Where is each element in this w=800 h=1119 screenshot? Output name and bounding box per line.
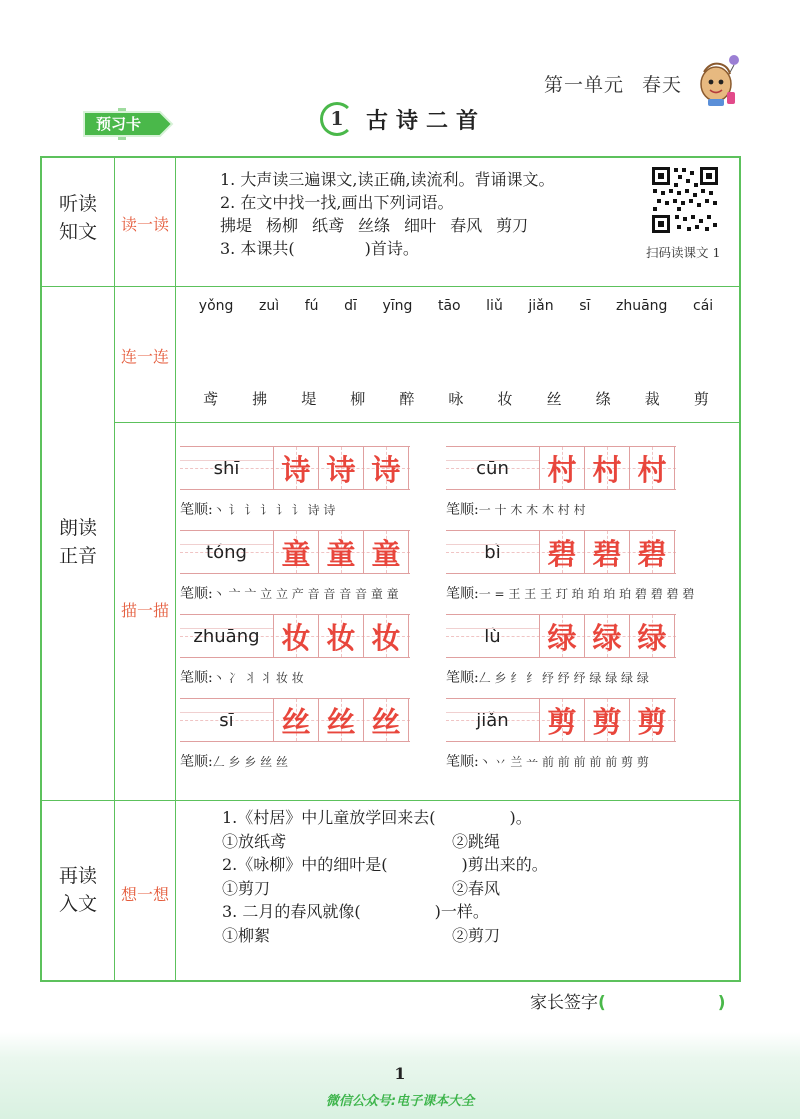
question-text-end: )一样。: [434, 902, 489, 921]
lesson-title: [320, 102, 486, 136]
word-item: 春风: [450, 216, 483, 235]
word-item: 纸鸢: [312, 216, 345, 235]
hanzi-item[interactable]: 醉: [399, 390, 415, 408]
trace-box: [446, 530, 676, 574]
trace-char-cell[interactable]: [319, 531, 364, 573]
stroke-order: [446, 667, 676, 687]
trace-char-cell[interactable]: [364, 615, 409, 657]
trace-char: 童: [371, 536, 401, 571]
pinyin-item[interactable]: zhuāng: [615, 298, 668, 314]
stroke-sequence: 一 十 木 木 木 村 村: [478, 503, 586, 517]
trace-pinyin: lù: [446, 615, 540, 657]
task-line-3-end: )首诗。: [364, 239, 419, 258]
grid-divider: [42, 286, 739, 287]
question-text-end: )剪出来的。: [461, 855, 548, 874]
word-item: 丝绦: [358, 216, 391, 235]
stroke-label: 笔顺:: [446, 670, 479, 686]
parent-signature-label: 家长签字: [530, 993, 598, 1013]
qr-code-icon[interactable]: [650, 165, 720, 235]
trace-char-cell[interactable]: [364, 447, 409, 489]
think-questions: [222, 806, 548, 947]
pinyin-item[interactable]: zuì: [258, 298, 280, 314]
option-item[interactable]: ①放纸鸢: [222, 831, 287, 851]
trace-char: 剪: [637, 704, 667, 739]
stroke-order: [180, 499, 410, 519]
connect-pinyin-row: [186, 298, 726, 314]
question-1: [222, 806, 548, 830]
stroke-label: 笔顺:: [180, 670, 213, 686]
grid-divider: [42, 800, 739, 801]
parent-signature: [530, 988, 726, 1013]
stroke-label: 笔顺:: [180, 502, 213, 518]
trace-char-cell[interactable]: [585, 531, 630, 573]
trace-char: 绿: [637, 620, 667, 655]
question-text: 3. 二月的春风就像(: [222, 902, 361, 921]
stroke-label: 笔顺:: [446, 502, 479, 518]
grid-divider: [175, 158, 176, 980]
trace-char: 妆: [281, 620, 311, 655]
task-line-3: [220, 237, 555, 260]
grid-divider: [114, 422, 739, 423]
answer-blank[interactable]: [388, 853, 462, 877]
hanzi-item[interactable]: 拂: [252, 390, 268, 408]
connect-hanzi-row: [186, 388, 726, 409]
trace-char: 村: [592, 452, 622, 487]
mascot-icon: [694, 52, 744, 108]
trace-char: 丝: [371, 704, 401, 739]
trace-char: 碧: [637, 536, 667, 571]
tag-label: 预习卡: [96, 115, 142, 133]
option-item[interactable]: ②春风: [452, 878, 501, 898]
trace-char-cell[interactable]: [540, 447, 585, 489]
lesson-number: 1: [320, 102, 354, 136]
trace-char-cell[interactable]: [540, 615, 585, 657]
stroke-label: 笔顺:: [180, 754, 213, 770]
hanzi-item[interactable]: 妆: [497, 390, 513, 408]
trace-pinyin: bì: [446, 531, 540, 573]
trace-char: 妆: [371, 620, 401, 655]
activity-trace-label: 描一描: [120, 601, 169, 620]
trace-char: 丝: [281, 704, 311, 739]
trace-char-cell[interactable]: [540, 531, 585, 573]
trace-char-cell[interactable]: [319, 447, 364, 489]
trace-pinyin: sī: [180, 699, 274, 741]
trace-block: [180, 530, 410, 603]
lesson-name: 古诗二首: [366, 107, 487, 134]
page-number: 1: [394, 1064, 406, 1083]
option-item[interactable]: ①剪刀: [222, 878, 271, 898]
trace-char-cell[interactable]: [630, 615, 675, 657]
stroke-label: 笔顺:: [446, 586, 479, 602]
trace-char: 剪: [592, 704, 622, 739]
trace-pinyin: zhuāng: [180, 615, 274, 657]
trace-char-cell[interactable]: [274, 447, 319, 489]
hanzi-item[interactable]: 柳: [350, 390, 366, 408]
pinyin-item[interactable]: tāo: [437, 298, 461, 314]
trace-char: 诗: [281, 452, 311, 487]
option-item[interactable]: ①柳絮: [222, 925, 271, 945]
pinyin-item[interactable]: liǔ: [486, 298, 503, 314]
trace-pinyin: shī: [180, 447, 274, 489]
trace-char: 妆: [326, 620, 356, 655]
pinyin-item[interactable]: sī: [579, 298, 591, 314]
hanzi-item[interactable]: 鸢: [203, 390, 219, 408]
trace-char: 绿: [592, 620, 622, 655]
trace-pinyin: cūn: [446, 447, 540, 489]
trace-pinyin: tóng: [180, 531, 274, 573]
trace-char-cell[interactable]: [274, 699, 319, 741]
stroke-label: 笔顺:: [180, 586, 213, 602]
trace-char: 村: [637, 452, 667, 487]
grid-divider: [114, 158, 115, 980]
word-item: 杨柳: [266, 216, 299, 235]
trace-box: [446, 614, 676, 658]
pinyin-item[interactable]: fú: [304, 298, 319, 314]
stroke-sequence: 𠃋 乡 乡 丝 丝: [212, 755, 288, 769]
trace-char-cell[interactable]: [630, 447, 675, 489]
section-reread-label: [42, 862, 114, 918]
trace-char-cell[interactable]: [585, 447, 630, 489]
question-2: [222, 853, 548, 877]
unit-header: [544, 70, 682, 97]
stroke-sequence: 丶 讠 讠 讠 讠 讠 诗 诗: [212, 503, 336, 517]
trace-char-cell[interactable]: [319, 699, 364, 741]
trace-char-cell[interactable]: [630, 699, 675, 741]
pinyin-item[interactable]: jiǎn: [528, 298, 554, 314]
trace-char: 村: [547, 452, 577, 487]
section-label-line: 知文: [58, 221, 97, 243]
reading-tasks: [220, 168, 555, 260]
trace-char: 童: [281, 536, 311, 571]
trace-block: [446, 698, 676, 771]
trace-char-cell[interactable]: [319, 615, 364, 657]
word-item: 细叶: [404, 216, 437, 235]
unit-label: 第一单元: [543, 74, 624, 96]
trace-block: [180, 698, 410, 771]
task-line-3-start: 3. 本课共(: [220, 239, 295, 258]
stroke-order: [180, 583, 410, 603]
section-label-line: 入文: [58, 893, 97, 915]
qr-caption: 扫码读课文 1: [646, 245, 721, 260]
section-listen-label: [42, 190, 114, 246]
stroke-order: [446, 751, 676, 771]
trace-block: [180, 446, 410, 519]
word-list: [220, 214, 555, 237]
trace-block: [446, 614, 676, 687]
stroke-sequence: 丶 冫 丬 丬 妆 妆: [212, 671, 304, 685]
activity-think-label: 想一想: [120, 885, 169, 904]
trace-box: [446, 698, 676, 742]
hanzi-item[interactable]: 绦: [595, 390, 611, 408]
stroke-order: [446, 583, 695, 603]
trace-char-cell[interactable]: [630, 531, 675, 573]
wechat-footer: 微信公众号:电子课本大全: [325, 1094, 475, 1109]
trace-char: 碧: [547, 536, 577, 571]
paren-open: (: [598, 993, 606, 1013]
question-text: 1.《村居》中儿童放学回来去(: [222, 808, 436, 827]
hanzi-item[interactable]: 咏: [448, 390, 464, 408]
section-label-line: 听读: [58, 193, 97, 215]
preview-tag: [80, 108, 174, 140]
stroke-sequence: 𠃋 乡 纟 纟 纾 纾 纾 绿 绿 绿 绿: [478, 671, 649, 685]
section-label-line: 正音: [58, 545, 97, 567]
question-text: 2.《咏柳》中的细叶是(: [222, 855, 388, 874]
trace-block: [446, 446, 676, 519]
stroke-order: [180, 751, 410, 771]
trace-char: 剪: [547, 704, 577, 739]
hanzi-item[interactable]: 堤: [301, 390, 317, 408]
word-item: 拂堤: [220, 216, 253, 235]
trace-pinyin: jiǎn: [446, 699, 540, 741]
trace-char: 诗: [326, 452, 356, 487]
hanzi-item[interactable]: 丝: [546, 390, 562, 408]
trace-box: [180, 698, 410, 742]
option-item[interactable]: ②跳绳: [452, 831, 501, 851]
pinyin-item[interactable]: yǒng: [198, 298, 234, 314]
question-3: [222, 900, 548, 924]
answer-blank[interactable]: [436, 806, 510, 830]
section-label-line: 朗读: [58, 517, 97, 539]
option-item[interactable]: ②剪刀: [452, 925, 501, 945]
trace-char: 诗: [371, 452, 401, 487]
pinyin-item[interactable]: cái: [693, 298, 714, 314]
section-label-line: 再读: [58, 865, 97, 887]
trace-box: [180, 446, 410, 490]
trace-char-cell[interactable]: [364, 699, 409, 741]
stroke-sequence: 丶 丷 兰 䒑 前 前 前 前 前 剪 剪: [478, 755, 649, 769]
question-3-options: [222, 924, 548, 948]
theme-label: 春天: [641, 74, 682, 96]
pinyin-item[interactable]: dī: [344, 298, 357, 314]
stroke-label: 笔顺:: [446, 754, 479, 770]
stroke-sequence: 丶 亠 亠 立 立 产 音 音 音 音 童 童: [212, 587, 399, 601]
trace-char-cell[interactable]: [540, 699, 585, 741]
trace-char-cell[interactable]: [274, 531, 319, 573]
trace-box: [446, 446, 676, 490]
activity-connect-label: 连一连: [120, 347, 169, 366]
hanzi-item[interactable]: 裁: [644, 390, 660, 408]
trace-char: 丝: [326, 704, 356, 739]
trace-char-cell[interactable]: [585, 615, 630, 657]
trace-char-cell[interactable]: [585, 699, 630, 741]
task-line-1: 1. 大声读三遍课文,读正确,读流利。背诵课文。: [220, 170, 555, 189]
trace-char: 绿: [547, 620, 577, 655]
trace-char: 碧: [592, 536, 622, 571]
stroke-sequence: 一 = 王 王 王 玎 珀 珀 珀 珀 碧 碧 碧 碧: [478, 587, 695, 601]
hanzi-item[interactable]: 剪: [693, 390, 709, 408]
question-2-options: [222, 877, 548, 901]
section-read-label: [42, 514, 114, 570]
trace-box: [180, 614, 410, 658]
pinyin-item[interactable]: yīng: [382, 298, 413, 314]
stroke-order: [180, 667, 410, 687]
question-1-options: [222, 830, 548, 854]
trace-block: [180, 614, 410, 687]
word-item: 剪刀: [496, 216, 529, 235]
activity-read-label: 读一读: [120, 215, 169, 234]
task-line-2: 2. 在文中找一找,画出下列词语。: [220, 193, 454, 212]
question-text-end: )。: [509, 808, 532, 827]
trace-char-cell[interactable]: [274, 615, 319, 657]
stroke-order: [446, 499, 676, 519]
answer-blank[interactable]: [361, 900, 435, 924]
trace-box: [180, 530, 410, 574]
trace-char: 童: [326, 536, 356, 571]
paren-close: ): [717, 993, 726, 1013]
trace-block: [446, 530, 695, 603]
trace-char-cell[interactable]: [364, 531, 409, 573]
